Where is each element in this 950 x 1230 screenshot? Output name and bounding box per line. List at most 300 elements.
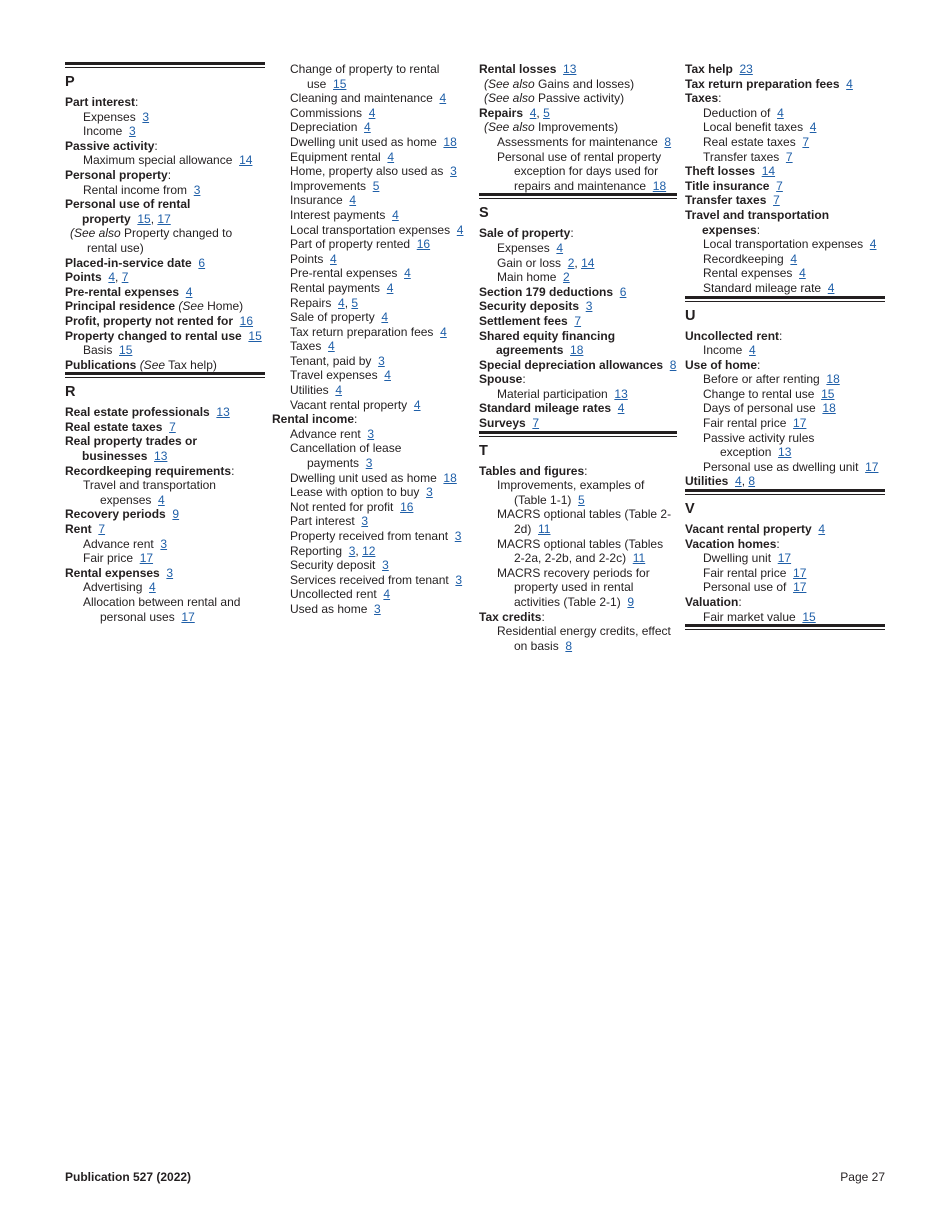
page-link[interactable]: 15 [333, 76, 347, 91]
index-subentry [479, 120, 677, 135]
index-entry [479, 62, 677, 77]
page-link[interactable]: 4 [869, 237, 877, 252]
entry-text: Uncollected rent [290, 587, 377, 602]
index-entry: Points 4, 7 [65, 270, 129, 285]
entry-text: Dwelling unit used as home [290, 470, 437, 485]
index-subentry [272, 514, 470, 529]
index-entry [65, 507, 265, 522]
page-link[interactable]: 3 [450, 164, 457, 179]
page-link[interactable]: 3 [193, 182, 201, 197]
see-also-ref: (See [139, 357, 166, 372]
page-link[interactable]: 4 [364, 120, 371, 135]
page-link[interactable]: 4 [149, 580, 156, 595]
index-column-1 [65, 62, 265, 624]
index-subentry [272, 427, 470, 442]
index-subentry [272, 325, 470, 340]
page-link[interactable]: 17 [157, 211, 171, 226]
page-link[interactable]: 3 [348, 543, 356, 558]
entry-text: Passive activity rules exception [703, 430, 815, 460]
entry-text: Depreciation [290, 120, 358, 135]
entry-heading: Pre-rental expenses [65, 284, 180, 299]
index-subentry [272, 208, 470, 223]
page-link[interactable]: 7 [785, 149, 793, 164]
page-link[interactable]: 12 [362, 543, 376, 558]
index-entry [65, 285, 265, 300]
entry-text: Improvements) [538, 120, 619, 135]
entry-heading: Placed-in-service date [65, 255, 192, 270]
entry-text: Security deposit [290, 558, 376, 573]
entry-heading: Real estate professionals [65, 405, 210, 420]
index-subentry [685, 106, 885, 121]
entry-heading: Points [65, 270, 102, 285]
index-subentry [479, 77, 677, 92]
page-link[interactable]: 8 [669, 357, 677, 372]
index-entry [479, 299, 677, 314]
page-link[interactable]: 11 [632, 551, 646, 566]
page-link[interactable]: 4 [185, 284, 193, 299]
page-link[interactable]: 15 [802, 609, 816, 624]
page-link[interactable]: 13 [216, 405, 230, 420]
index-entry [272, 412, 470, 427]
entry-colon: : [522, 372, 526, 387]
page-link[interactable]: 8 [748, 474, 756, 489]
index-entry [479, 358, 677, 373]
page-link[interactable]: 8 [565, 638, 573, 653]
index-subentry [272, 529, 470, 544]
page-link[interactable]: 13 [563, 62, 577, 76]
entry-text: Gains and losses) [538, 76, 635, 91]
page-link[interactable]: 18 [443, 470, 457, 485]
page-link[interactable]: 3 [160, 536, 168, 551]
entry-text: Fair price [83, 551, 134, 566]
page-link[interactable]: 3 [374, 601, 381, 616]
entry-heading: Tax help [685, 62, 733, 76]
page-link[interactable]: 4 [790, 251, 798, 266]
entry-text: Repairs [290, 295, 332, 310]
page-link[interactable]: 4 [413, 397, 421, 412]
entry-colon: : [167, 167, 172, 182]
entry-heading: Personal property [65, 167, 168, 182]
page-link[interactable]: 4 [404, 266, 411, 281]
page-link[interactable]: 4 [349, 193, 357, 208]
entry-text: Transfer taxes [703, 149, 780, 164]
index-entry [479, 416, 677, 431]
page-link[interactable]: 4 [777, 105, 784, 120]
page-link[interactable]: 17 [865, 459, 879, 474]
index-subentry [479, 387, 677, 402]
index-subentry: Repairs 4, 5 [290, 295, 359, 310]
page-link[interactable]: 17 [793, 416, 807, 431]
index-subentry [272, 500, 470, 515]
entry-text: Property changed to rental use) [87, 226, 233, 255]
entry-text: Property received from tenant [290, 529, 449, 543]
index-subentry [479, 135, 677, 150]
entry-text: Change to rental use [703, 386, 815, 401]
entry-heading: Uncollected rent [685, 328, 780, 343]
page-link[interactable]: 11 [538, 522, 551, 537]
page-link[interactable]: 17 [181, 609, 195, 624]
page-link[interactable]: 14 [761, 164, 776, 179]
page-link[interactable]: 3 [361, 514, 369, 529]
page-link[interactable]: 23 [739, 62, 753, 76]
entry-text: Income [703, 343, 743, 358]
page-link[interactable]: 13 [614, 386, 628, 401]
page-link[interactable]: 4 [383, 587, 391, 602]
page-link[interactable]: 2 [567, 255, 575, 270]
page-link[interactable]: 4 [818, 522, 826, 537]
entry-heading: Real property trades or businesses [65, 434, 198, 464]
section-rule [479, 431, 677, 437]
page-link[interactable]: 15 [137, 211, 151, 226]
entry-text: Commissions [290, 105, 363, 120]
page-link[interactable]: 18 [652, 178, 667, 193]
page-link[interactable]: 3 [365, 456, 373, 471]
index-entry [685, 522, 885, 537]
entry-heading: Tax return preparation fees [685, 76, 840, 91]
page-link[interactable]: 3 [367, 426, 375, 441]
entry-text: Personal use of [703, 580, 787, 595]
entry-text: Rental expenses [703, 266, 793, 281]
page-link[interactable]: 7 [98, 522, 106, 537]
index-subentry [479, 150, 677, 194]
entry-heading: Passive activity [65, 138, 155, 153]
index-subentry [685, 252, 885, 267]
entry-heading: Profit, property not rented for [65, 313, 233, 328]
page-link[interactable]: 3 [382, 558, 389, 573]
index-entry [65, 299, 265, 314]
index-entry [65, 566, 265, 581]
entry-text: Rental payments [290, 280, 381, 295]
index-subentry [65, 537, 265, 552]
entry-text: Equipment rental [290, 149, 381, 164]
index-subentry [272, 573, 470, 588]
page-link[interactable]: 4 [439, 91, 447, 106]
entry-text: Cleaning and maintenance [290, 91, 433, 106]
page-link[interactable]: 16 [400, 499, 414, 514]
index-subentry [65, 478, 265, 507]
entry-heading: Security deposits [479, 299, 580, 314]
entry-text: Allocation between rental and personal uses [83, 595, 241, 624]
entry-colon: : [541, 609, 545, 624]
page-link[interactable]: 13 [778, 445, 792, 460]
page-link[interactable]: 5 [372, 178, 380, 193]
index-subentry [65, 551, 265, 566]
page-link[interactable]: 4 [335, 383, 343, 398]
index-subentry [65, 124, 265, 139]
page-link[interactable]: 4 [617, 401, 625, 416]
entry-text: Advance rent [83, 536, 154, 551]
page-link[interactable]: 4 [108, 270, 116, 285]
index-subentry [479, 478, 677, 507]
entry-colon: : [776, 536, 780, 551]
page-link[interactable]: 4 [799, 266, 806, 281]
index-entry [685, 329, 885, 344]
see-also-ref: (See [178, 299, 204, 314]
page-link[interactable]: 6 [619, 284, 627, 299]
index-entry [685, 179, 885, 194]
page-link[interactable]: 3 [129, 124, 136, 139]
index-entry [65, 95, 265, 110]
page-link[interactable]: 4 [749, 343, 756, 358]
page-link[interactable]: 4 [381, 310, 389, 325]
page-link[interactable]: 7 [773, 193, 780, 208]
page-link[interactable]: 4 [328, 339, 335, 354]
page-link[interactable]: 17 [777, 551, 792, 566]
entry-heading: Principal residence [65, 299, 176, 314]
entry-text: Rental income from [83, 182, 188, 197]
publication-footer: Publication 527 (2022) [65, 1170, 192, 1184]
index-subentry [272, 587, 470, 602]
entry-text: Income [83, 124, 123, 139]
entry-colon: : [779, 328, 783, 343]
entry-heading: Personal use of rental property [65, 197, 191, 226]
entry-text: Travel and transportation expenses [83, 478, 216, 507]
page-link[interactable]: 4 [456, 222, 464, 237]
entry-text: Advertising [83, 580, 143, 595]
index-subentry [272, 252, 470, 267]
entry-text: Travel expenses [290, 368, 378, 383]
entry-heading: Tables and figures [479, 463, 585, 478]
index-subentry [479, 507, 677, 536]
page-link[interactable]: 17 [793, 565, 807, 580]
entry-text: Real estate taxes [703, 134, 796, 149]
page-link[interactable]: 15 [119, 343, 133, 358]
page-link[interactable]: 4 [846, 76, 853, 91]
page-link[interactable]: 4 [158, 492, 165, 507]
entry-text: Deduction of [703, 105, 771, 120]
index-subentry [685, 401, 885, 416]
entry-heading: Rental losses [479, 62, 557, 76]
index-subentry [272, 135, 470, 150]
page-link[interactable]: 5 [543, 105, 550, 120]
page-link[interactable]: 7 [121, 270, 129, 285]
index-subentry [685, 551, 885, 566]
index-subentry [272, 150, 470, 165]
page-link[interactable]: 13 [154, 449, 168, 464]
index-subentry [272, 179, 470, 194]
index-entry [685, 193, 885, 208]
page-link[interactable]: 3 [426, 485, 433, 500]
index-subentry [272, 354, 470, 369]
entry-heading: Property changed to rental use [65, 328, 242, 343]
index-subentry [685, 120, 885, 135]
index-subentry [272, 62, 470, 91]
page-link[interactable]: 18 [826, 372, 840, 387]
index-subentry [685, 150, 885, 165]
page-link[interactable]: 4 [338, 295, 345, 310]
index-subentry [685, 580, 885, 595]
index-subentry [479, 241, 677, 256]
entry-text: Local transportation expenses [290, 222, 451, 237]
entry-text: Home, property also used as [290, 164, 444, 179]
index-subentry [272, 471, 470, 486]
entry-heading: Standard mileage rates [479, 401, 612, 416]
entry-colon: : [738, 595, 742, 609]
entry-heading: Shared equity financing agreements [479, 328, 616, 358]
index-subentry [65, 343, 265, 358]
entry-heading: Rental income [272, 412, 355, 427]
page-link[interactable]: 3 [166, 565, 174, 580]
page-link[interactable]: 5 [351, 295, 359, 310]
entry-text: Fair rental price [703, 416, 787, 431]
page-link[interactable]: 7 [776, 178, 783, 193]
index-subentry [272, 164, 470, 179]
entry-text: Part of property rented [290, 237, 411, 252]
index-subentry [685, 610, 885, 625]
index-entry [65, 329, 265, 344]
page-link[interactable]: 4 [556, 240, 564, 255]
page-link[interactable]: 6 [198, 255, 206, 270]
page-link[interactable]: 16 [239, 313, 254, 328]
page-link[interactable]: 4 [392, 207, 399, 222]
see-also-ref: (See also [70, 226, 121, 241]
index-subentry [272, 602, 470, 617]
page-link[interactable]: 7 [802, 134, 810, 149]
index-entry [685, 358, 885, 373]
section-rule [685, 489, 885, 495]
index-subentry [272, 223, 470, 238]
page-link[interactable]: 4 [384, 368, 391, 383]
entry-text: Improvements [290, 178, 367, 193]
page-link[interactable]: 3 [454, 529, 462, 543]
entry-heading: Rental expenses [65, 565, 160, 580]
index-entry [685, 91, 885, 106]
page-link[interactable]: 3 [455, 572, 463, 587]
page-link[interactable]: 14 [581, 255, 595, 270]
entry-text: MACRS recovery periods for property used in rental activities (Table 2-1) [497, 565, 650, 609]
index-subentry [685, 566, 885, 581]
page-link[interactable]: 4 [735, 474, 742, 489]
entry-text: Change of property to rental use [290, 62, 440, 91]
page-link[interactable]: 4 [368, 105, 376, 120]
page-link[interactable]: 4 [809, 120, 817, 135]
index-entry [65, 139, 265, 154]
entry-text: Vacant rental property [290, 397, 408, 412]
section-rule [685, 624, 885, 630]
page-link[interactable]: 18 [570, 343, 584, 358]
entry-text: Lease with option to buy [290, 485, 420, 500]
index-entry [479, 285, 677, 300]
index-entry [65, 464, 265, 479]
entry-text: MACRS optional tables (Table 2-2d) [497, 507, 672, 537]
index-column-3 [479, 62, 677, 653]
entry-text: Home) [207, 299, 244, 314]
entry-heading: Sale of property [479, 226, 571, 241]
index-entry [685, 164, 885, 179]
page-link[interactable]: 18 [443, 134, 457, 149]
section-rule [65, 372, 265, 378]
entry-colon: : [231, 463, 235, 478]
page-link[interactable]: 7 [532, 416, 540, 431]
page-link[interactable]: 4 [827, 280, 835, 295]
page-link[interactable]: 7 [574, 313, 582, 328]
entry-text: Tax help) [168, 357, 217, 372]
page-link[interactable]: 4 [387, 149, 395, 164]
page-link[interactable]: 15 [821, 386, 835, 401]
entry-colon: : [756, 222, 761, 237]
entry-colon: : [354, 412, 358, 427]
index-subentry [65, 110, 265, 125]
index-entry: Repairs 4, 5 [479, 105, 550, 120]
index-entry [685, 537, 885, 552]
page-link[interactable]: 3 [378, 353, 385, 368]
page-link[interactable]: 4 [529, 105, 537, 120]
index-subentry [685, 135, 885, 150]
index-subentry [272, 266, 470, 281]
entry-text: Fair rental price [703, 565, 787, 580]
page-link[interactable]: 14 [239, 153, 253, 168]
page-link[interactable]: 16 [416, 237, 431, 252]
index-subentry [685, 343, 885, 358]
section-letter: R [65, 384, 76, 401]
section-letter: S [479, 205, 489, 222]
section-letter: U [685, 307, 696, 324]
page-number: Page 27 [840, 1170, 885, 1184]
page-link[interactable]: 3 [142, 109, 150, 124]
index-entry [479, 464, 677, 479]
index-subentry [272, 91, 470, 106]
entry-text: Days of personal use [703, 401, 816, 416]
entry-colon: : [757, 357, 761, 372]
entry-text: Basis [83, 343, 113, 358]
entry-text: Gain or loss [497, 255, 562, 270]
page-link[interactable]: 5 [578, 492, 585, 507]
entry-text: Personal use of rental property exception for days used for repairs and maintenance [497, 149, 662, 193]
index-entry [65, 405, 265, 420]
page-link[interactable]: 9 [627, 595, 635, 609]
index-subentry [685, 460, 885, 475]
index-subentry [65, 580, 265, 595]
index-entry [479, 610, 677, 625]
page-link[interactable]: 4 [386, 280, 394, 295]
entry-heading: Real estate taxes [65, 419, 163, 434]
index-entry [685, 595, 885, 610]
entry-heading: Surveys [479, 416, 526, 431]
index-subentry [65, 153, 265, 168]
index-entry [479, 226, 677, 241]
page-link[interactable]: 18 [822, 401, 836, 416]
page-link[interactable]: 4 [440, 324, 447, 339]
index-subentry [685, 372, 885, 387]
index-subentry [272, 281, 470, 296]
page-link[interactable]: 3 [585, 299, 593, 314]
page-link[interactable]: 17 [793, 580, 807, 595]
page-link[interactable]: 17 [139, 551, 154, 566]
page-link[interactable]: 4 [330, 251, 337, 266]
entry-colon: : [154, 138, 158, 153]
index-subentry [65, 595, 265, 624]
entry-text: Part interest [290, 514, 355, 529]
index-entry: Utilities 4, 8 [685, 474, 756, 489]
index-subentry [685, 266, 885, 281]
index-column-2 [272, 62, 470, 617]
entry-text: Improvements, examples of (Table 1-1) [497, 478, 645, 507]
entry-text: Taxes [290, 339, 322, 354]
page-link[interactable]: 7 [169, 419, 176, 434]
page-link[interactable]: 9 [172, 507, 180, 522]
entry-heading: Rent [65, 522, 92, 537]
index-entry [65, 420, 265, 435]
entry-text: Not rented for profit [290, 499, 394, 514]
entry-text: Pre-rental expenses [290, 266, 398, 281]
page-link[interactable]: 8 [664, 134, 672, 149]
page-link[interactable]: 2 [563, 270, 570, 285]
entry-heading: Vacant rental property [685, 522, 812, 537]
index-entry [65, 358, 265, 373]
section-rule [479, 193, 677, 199]
page-link[interactable]: 15 [248, 328, 262, 343]
entry-heading: Utilities [685, 474, 729, 489]
